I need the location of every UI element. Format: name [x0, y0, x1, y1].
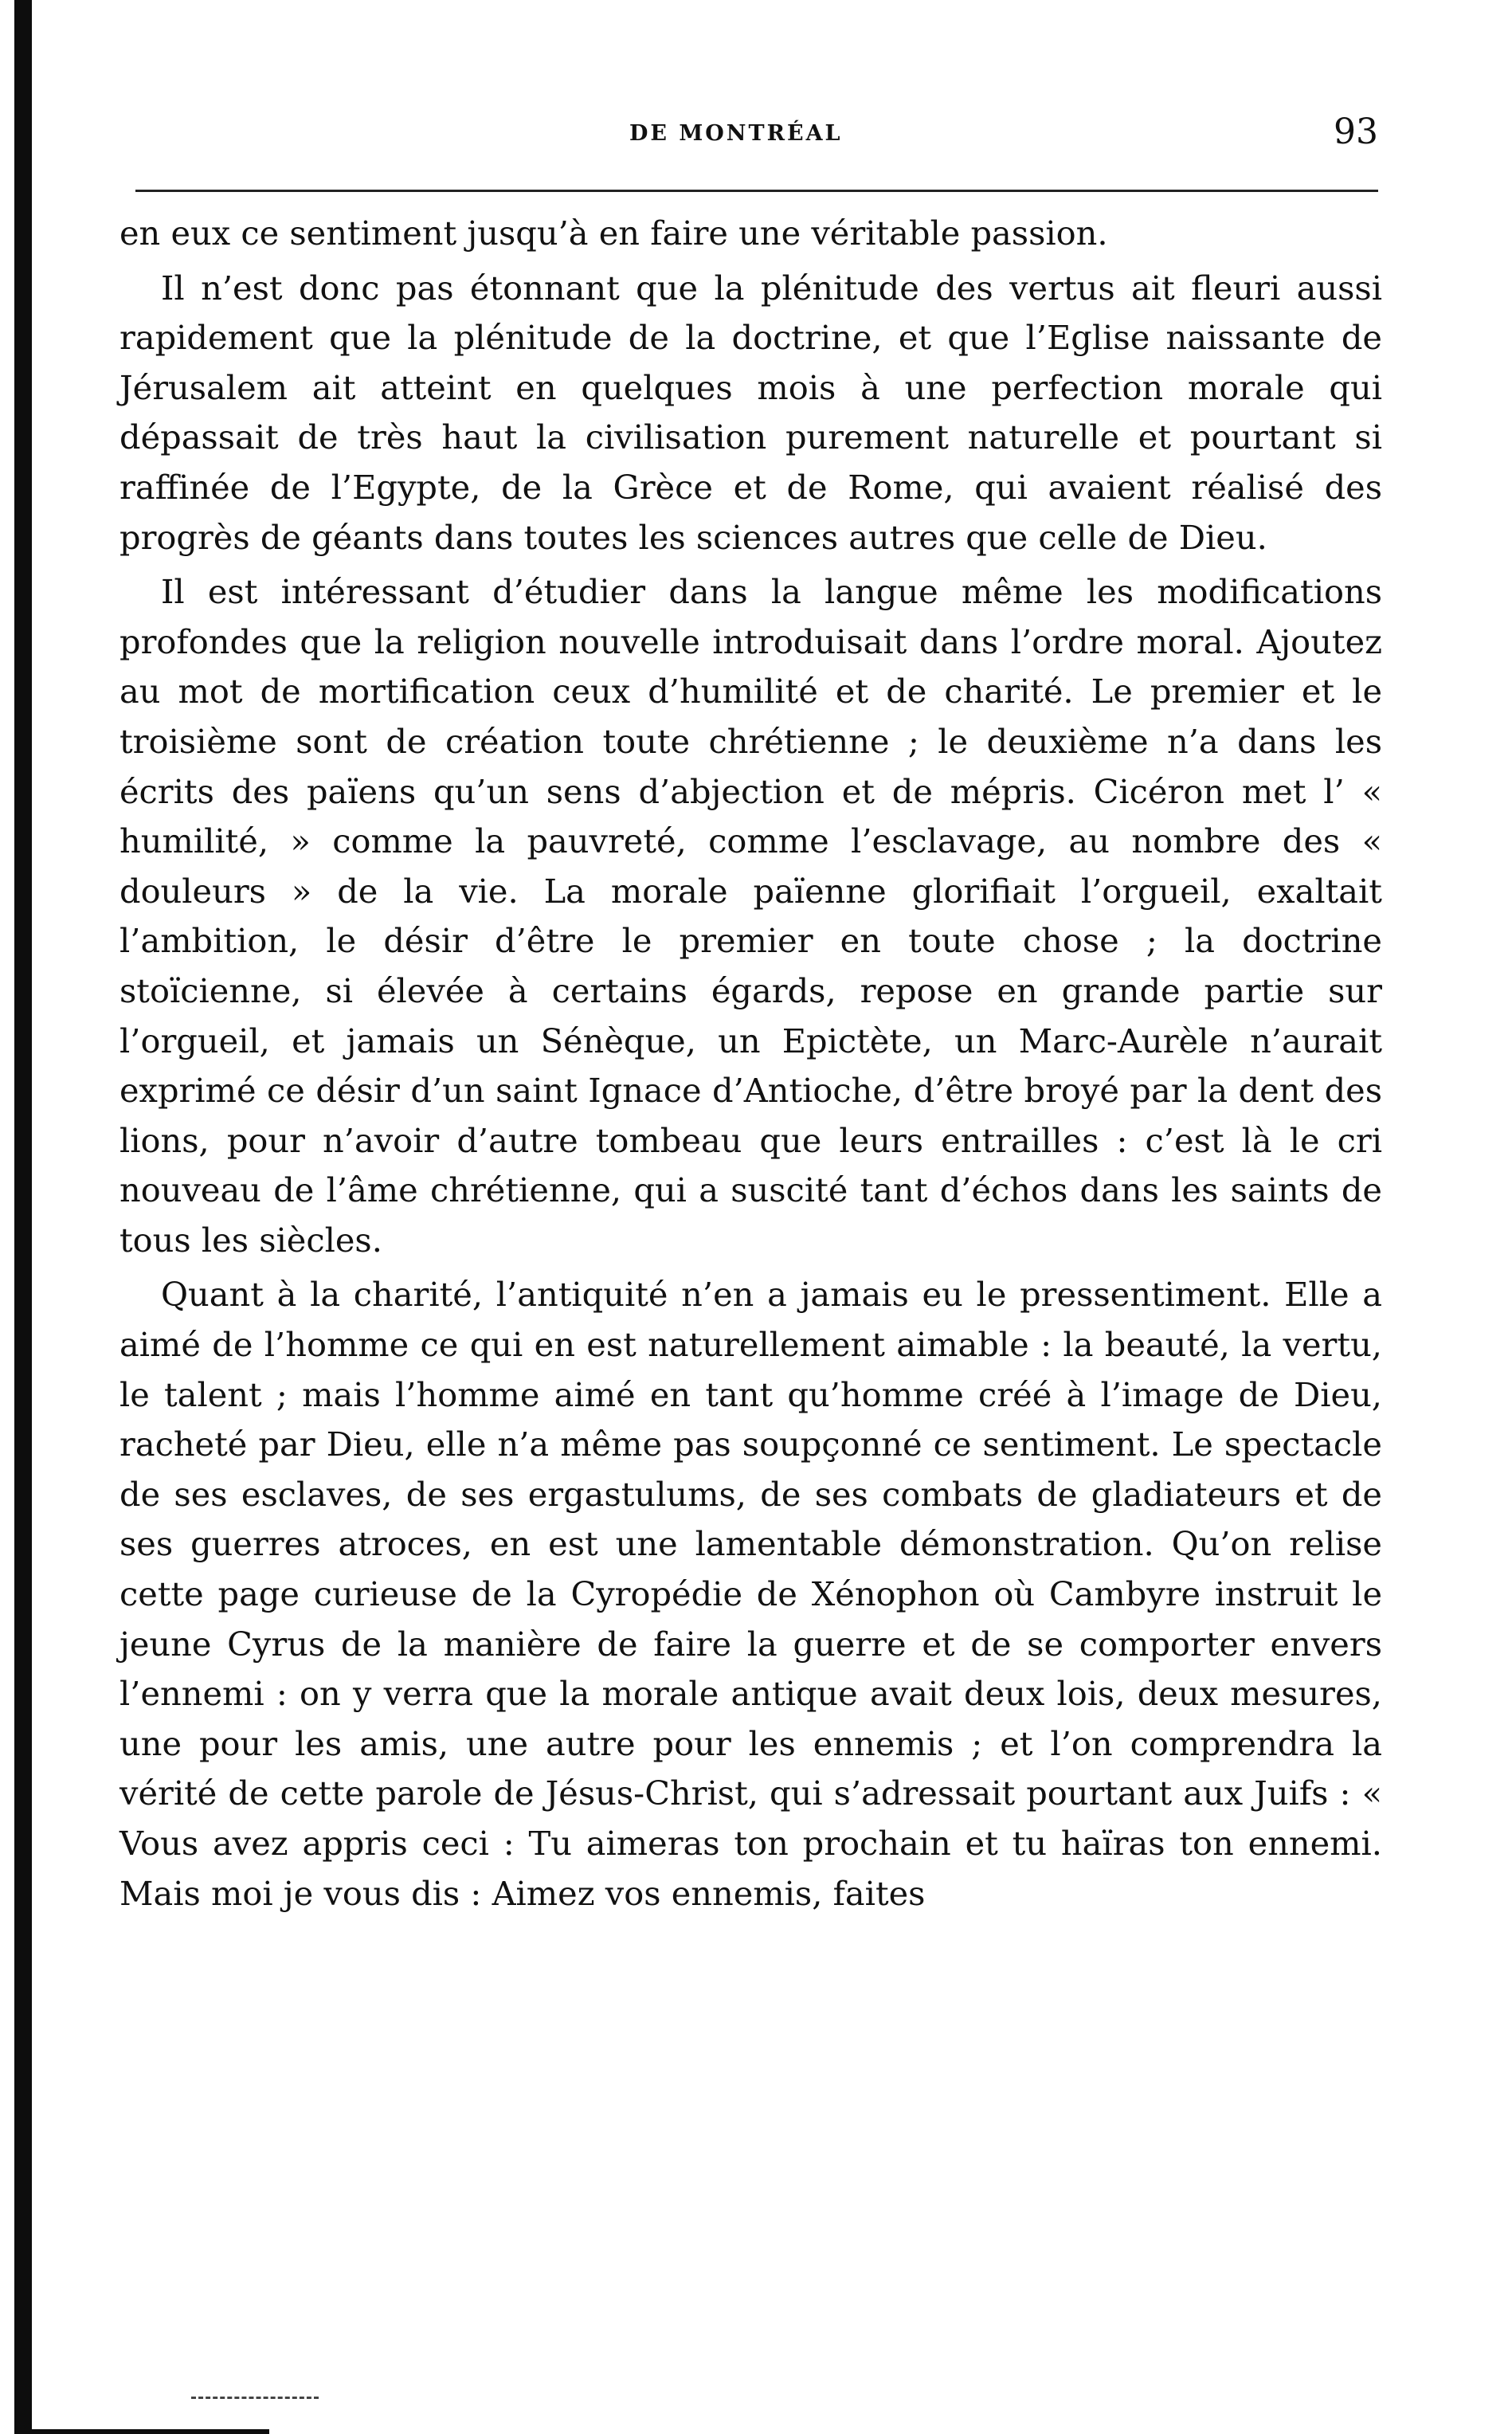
header-rule: [135, 190, 1378, 192]
scan-border: [14, 0, 32, 2430]
page-number: 93: [1334, 112, 1378, 152]
paragraph: Il n’est donc pas étonnant que la plénitude des vertus ait fleuri aussi rapidement que la plénitude de la doctrine, et que l’Eglise naissante de Jérusalem ait atteint en quelques mois à une perfection morale qui dépassait de très haut la civilisation purement naturelle et pourtant si raffinée de l’Egypte, de la Grèce et de Rome, qui avaient réalisé des progrès de géants dans toutes les sciences autres que celle de Dieu.: [119, 268, 1382, 557]
paragraph: Quant à la charité, l’antiquité n’en a jamais eu le pressentiment. Elle a aimé de l’homme ce qui en est naturellement aimable : la beauté, la vertu, le talent ; mais l’homme aimé en tant qu’homme créé à l’image de Dieu, racheté par Dieu, elle n’a même pas soupçonné ce sentiment. Le spectacle de ses esclaves, de ses ergastulums, de ses combats de gladiateurs et de ses guerres atroces, en est une lamentable démonstration. Qu’on relise cette page curieuse de la Cyropédie de Xénophon où Cambyre instruit le jeune Cyrus de la manière de faire la guerre et de se comporter envers l’ennemi : on y verra que la morale antique avait deux lois, deux mesures, une pour les amis, une autre pour les ennemis ; et l’on comprendra la vérité de cette parole de Jésus-Christ, qui s’adressait pourtant aux Juifs : « Vous avez appris ceci : Tu aimeras ton prochain et tu haïras ton ennemi. Mais moi je vous dis : Aimez vos ennemis, faites: [119, 1275, 1382, 1913]
running-title: DE MONTRÉAL: [629, 121, 843, 146]
paragraph-continued: en eux ce sentiment jusqu’à en faire une véritable passion.: [119, 214, 1108, 253]
page-header: [135, 112, 1378, 159]
paragraph: Il est intéressant d’étudier dans la langue même les modifications profondes que la religion nouvelle introduisait dans l’ordre moral. Ajoutez au mot de mortification ceux d’humilité et de charité. Le premier et le troisième sont de création toute chrétienne ; le deuxième n’a dans les écrits des païens qu’un sens d’abjection et de mépris. Cicéron met l’ « humilité, » comme la pauvreté, comme l’esclavage, au nombre des « douleurs » de la vie. La morale païenne glorifiait l’orgueil, exaltait l’ambition, le désir d’être le premier en toute chose ; la doctrine stoïcienne, si élevée à certains égards, repose en grande partie sur l’orgueil, et jamais un Sénèque, un Epictète, un Marc-Aurèle n’aurait exprimé ce désir d’un saint Ignace d’Antioche, d’être broyé par la dent des lions, pour n’avoir d’autre tombeau que leurs entrailles : c’est là le cri nouveau de l’âme chrétienne, qui a suscité tant d’échos dans les saints de tous les siècles.: [119, 572, 1382, 1260]
scan-border-bottom: [14, 2429, 269, 2434]
scan-specks: [191, 2397, 319, 2402]
body-text: [119, 209, 1382, 1919]
